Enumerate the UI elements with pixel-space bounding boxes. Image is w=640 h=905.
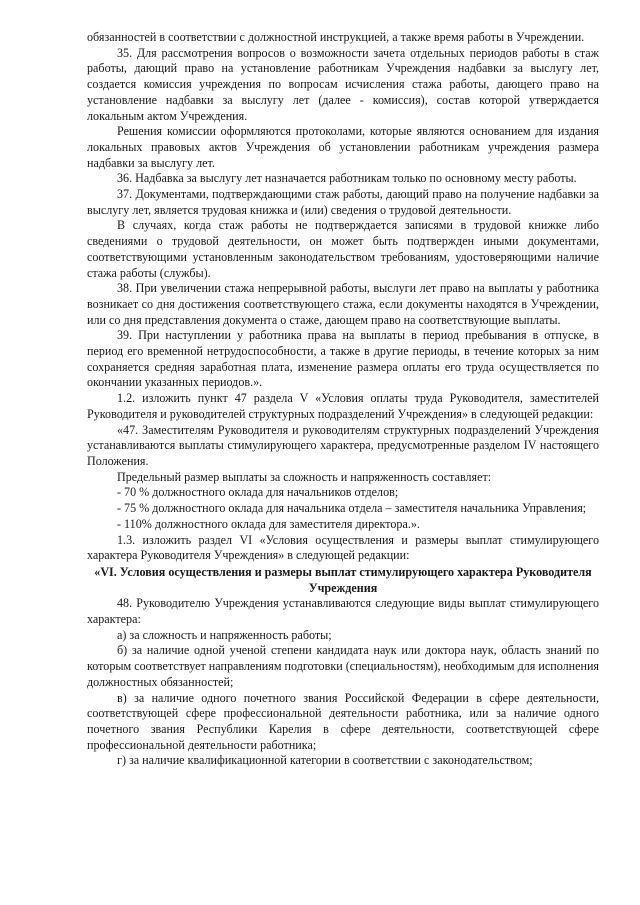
list-item-75: - 75 % должностного оклада для начальника отдела – заместителя начальника Управления; xyxy=(117,501,587,516)
list-item-v: в) за наличие одного почетного звания Российской Федерации в сфере деятельности, соответствующей сфере профессиональной деятельности работника, или за наличие одного почетного звания Республики Карелия в сфере деятельности, соответствующей сфере профессиональной деятельности работника; xyxy=(87,690,599,752)
list-item-g: г) за наличие квалификационной категории в соответствии с законодательством; xyxy=(117,753,533,768)
paragraph-limit-intro: Предельный размер выплаты за сложность и напряженность составляет: xyxy=(117,469,492,484)
paragraph-47: «47. Заместителям Руководителя и руководителям структурных подразделений Учреждения устанавливаются выплаты стимулирующего характера, предусмотренные разделом IV настоящего Положения. xyxy=(87,422,599,468)
paragraph-continuation: обязанностей в соответствии с должностной инструкцией, а также время работы в Учреждении. xyxy=(87,30,585,44)
list-item-a: а) за сложность и напряженность работы; xyxy=(117,627,332,642)
paragraph-37: 37. Документами, подтверждающими стаж работы, дающий право на получение надбавки за выслугу лет, является трудовая книжка и (или) сведения о трудовой деятельности. xyxy=(87,187,599,217)
paragraph-38: 38. При увеличении стажа непрерывной работы, выслуги лет право на выплаты у работника возникает со дня достижения соответствующего стажа, если документы находятся в Учреждении, или со дня представления документа о стаже, дающем право на соответствующие выплаты. xyxy=(87,281,599,327)
list-item-70: - 70 % должностного оклада для начальников отделов; xyxy=(117,485,399,500)
paragraph-39: 39. При наступлении у работника права на выплаты в период пребывания в отпуске, в период его временной нетрудоспособности, а также в другие периоды, в течение которых за ним сохраняется средняя заработная плата, изменение размера оплаты его труда осуществляется по окончании указанных периодов.». xyxy=(87,328,599,390)
paragraph-35: 35. Для рассмотрения вопросов о возможности зачета отдельных периодов работы в стаж работы, дающий право на установление работникам Учреждения надбавки за выслугу лет, создается комиссия учреждения по вопросам исчисления стажа работы, дающего право на установление надбавки за выслугу лет (далее - комиссия), состав которой утверждается локальным актом Учреждения. xyxy=(87,45,599,123)
paragraph-48: 48. Руководителю Учреждения устанавливаются следующие виды выплат стимулирующего характера: xyxy=(87,596,599,627)
paragraph-37-cases: В случаях, когда стаж работы не подтверждается записями в трудовой книжке либо сведениями о трудовой деятельности, он может быть подтвержден иными документами, соответствующими установленным законодательством требованиям, удостоверяющими наличие стажа работы (службы). xyxy=(87,218,599,280)
document-body xyxy=(87,30,599,769)
paragraph-commission-decisions: Решения комиссии оформляются протоколами, которые являются основанием для издания локальных правовых актов Учреждения об установлении работникам учреждения размера надбавки за выслугу лет. xyxy=(87,124,599,170)
paragraph-1-2: 1.2. изложить пункт 47 раздела V «Условия оплаты труда Руководителя, заместителей Руководителя и руководителей структурных подразделений Учреждения» в следующей редакции: xyxy=(87,391,599,421)
list-item-b: б) за наличие одной ученой степени кандидата наук или доктора наук, область знаний по которым соответствует направлениям подготовки (специальностям), необходимым для исполнения должностных обязанностей; xyxy=(87,643,599,689)
paragraph-36: 36. Надбавка за выслугу лет назначается работникам только по основному месту работы. xyxy=(117,171,577,186)
paragraph-1-3: 1.3. изложить раздел VI «Условия осуществления и размеры выплат стимулирующего характера Руководителя Учреждения» в следующей редакции: xyxy=(87,532,599,563)
section-heading: «VI. Условия осуществления и размеры выплат стимулирующего характера Руководителя Учреждения xyxy=(94,564,592,595)
list-item-110: - 110% должностного оклада для заместителя директора.». xyxy=(117,516,420,531)
